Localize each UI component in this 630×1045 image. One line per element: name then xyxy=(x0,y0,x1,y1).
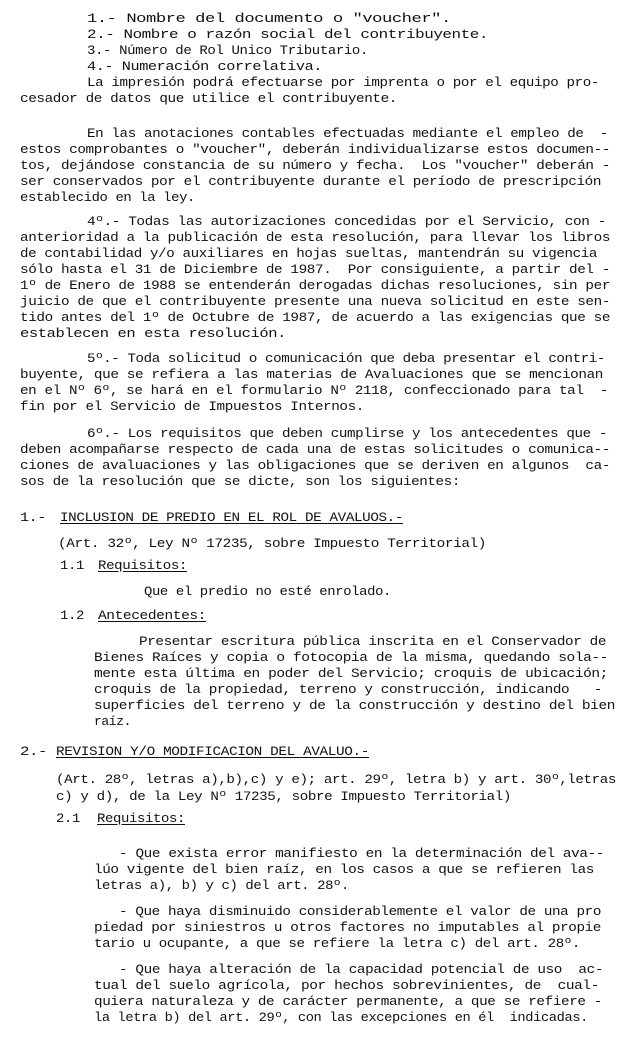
requirement-line: tual del suelo agrícola, por hechos sobrevinientes, de cual- xyxy=(94,978,600,993)
subsection-heading: Requisitos: xyxy=(97,811,186,826)
paragraph-line: fin por el Servicio de Impuestos Internos. xyxy=(20,399,364,414)
subsection-number: 1.1 xyxy=(60,558,84,573)
requirement-line: - Que exista error manifiesto en la determinación del ava-- xyxy=(119,846,605,861)
section-number: 1.- xyxy=(20,510,46,525)
requirement-line: tario u ocupante, a que se refiere la letra c) del art. 28º. xyxy=(94,936,581,951)
paragraph-line: establecen en esta resolución. xyxy=(20,326,286,341)
paragraph-line: en el Nº 6º, se hará en el formulario Nº 2118, confeccionado para tal - xyxy=(20,383,608,398)
subsection-line: mente esta última en poder del Servicio; croquis de ubicación; xyxy=(94,666,608,681)
paragraph-line: 5º.- Toda solicitud o comunicación que deba presentar el contri- xyxy=(87,351,605,366)
paragraph-line: establecido en la ley. xyxy=(20,190,195,205)
paragraph-line: sos de la resolución que se dicte, son los siguientes: xyxy=(20,474,460,489)
requirement-line: letras a), b) y c) del art. 28º. xyxy=(94,878,349,893)
subsection-heading: Antecedentes: xyxy=(98,608,207,623)
requirement-line: la letra b) del art. 29º, con las excepciones en él indicadas. xyxy=(94,1010,589,1025)
section-title: REVISION Y/O MODIFICACION DEL AVALUO.- xyxy=(56,744,369,759)
paragraph-line: ciones de avaluaciones y las obligaciones que se deriven en algunos ca- xyxy=(20,458,611,473)
paragraph-line: En las anotaciones contables efectuadas mediante el empleo de - xyxy=(87,126,608,141)
paragraph-line: anterioridad a la publicación de esta resolución, para llevar los libros xyxy=(20,230,611,245)
paragraph-line: de contabilidad y/o auxiliares en hojas sueltas, mantendrán su vigencia xyxy=(20,246,597,261)
list-item: 1.- Nombre del documento o "voucher". xyxy=(87,11,451,26)
requirement-line: - Que haya alteración de la capacidad potencial de uso ac- xyxy=(119,962,604,977)
paragraph-line: cesador de datos que utilice el contribuyente. xyxy=(20,91,397,106)
section-reference: (Art. 28º, letras a),b),c) y e); art. 29º, letra b) y art. 30º,letras xyxy=(56,772,617,787)
requirement-line: piedad por siniestros u otros factores no imputables al propie xyxy=(94,920,602,935)
requirement-line: lúo vigente del bien raíz, en los casos a que se refieren las xyxy=(94,862,594,877)
paragraph-line: tos, dejándose constancia de su número y fecha. Los "voucher" deberán - xyxy=(20,158,611,173)
section-title: INCLUSION DE PREDIO EN EL ROL DE AVALUOS.- xyxy=(60,510,404,525)
paragraph-line: ser conservados por el contribuyente durante el período de prescripción xyxy=(20,174,602,189)
paragraph-line: buyente, que se refiera a las materias de Avaluaciones que se mencionan xyxy=(20,367,604,382)
paragraph-line: deben acompañarse respecto de cada una de estas solicitudes o comunica-- xyxy=(20,442,611,457)
requirement-line: quiera naturaleza y de carácter permanente, a que se refiere - xyxy=(94,994,602,1009)
paragraph-line: 4º.- Todas las autorizaciones concedidas por el Servicio, con - xyxy=(87,214,606,229)
paragraph-line: sólo hasta el 31 de Diciembre de 1987. Por consiguiente, a partir del - xyxy=(20,262,611,277)
paragraph-line: 6º.- Los requisitos que deben cumplirse y los antecedentes que - xyxy=(87,426,608,441)
subsection-line: Presentar escritura pública inscrita en el Conservador de xyxy=(139,634,607,649)
paragraph-line: La impresión podrá efectuarse por imprenta o por el equipo pro- xyxy=(87,75,599,90)
subsection-text: Que el predio no esté enrolado. xyxy=(144,584,392,599)
section-reference: c) y d), de la Ley Nº 17235, sobre Impuesto Territorial) xyxy=(56,789,512,804)
subsection-line: superficies del terreno y de la construcción y destino del bien xyxy=(94,698,615,713)
list-item: 4.- Numeración correlativa. xyxy=(87,59,322,74)
section-reference: (Art. 32º, Ley Nº 17235, sobre Impuesto Territorial) xyxy=(58,536,487,551)
subsection-number: 1.2 xyxy=(60,608,84,623)
paragraph-line: juicio de que el contribuyente presente una nueva solicitud en este sen- xyxy=(20,294,611,309)
subsection-line: croquis de la propiedad, terreno y construcción, indicando - xyxy=(94,682,602,697)
subsection-number: 2.1 xyxy=(56,811,80,826)
subsection-line: Bienes Raíces y copia o fotocopia de la misma, quedando sola-- xyxy=(94,650,608,665)
list-item: 3.- Número de Rol Unico Tributario. xyxy=(87,43,368,58)
section-number: 2.- xyxy=(20,744,48,759)
requirement-line: - Que haya disminuido considerablemente el valor de una pro xyxy=(119,904,602,919)
subsection-heading: Requisitos: xyxy=(98,558,188,573)
list-item: 2.- Nombre o razón social del contribuyente. xyxy=(87,27,489,42)
paragraph-line: estos comprobantes o "voucher", deberán individualizarse estos documen-- xyxy=(20,142,611,157)
subsection-line: raíz. xyxy=(94,714,131,729)
paragraph-line: 1º de Enero de 1988 se entenderán derogadas dichas resoluciones, sin per xyxy=(20,278,611,293)
paragraph-line: tido antes del 1º de Octubre de 1987, de acuerdo a las exigencias que se xyxy=(20,310,611,325)
